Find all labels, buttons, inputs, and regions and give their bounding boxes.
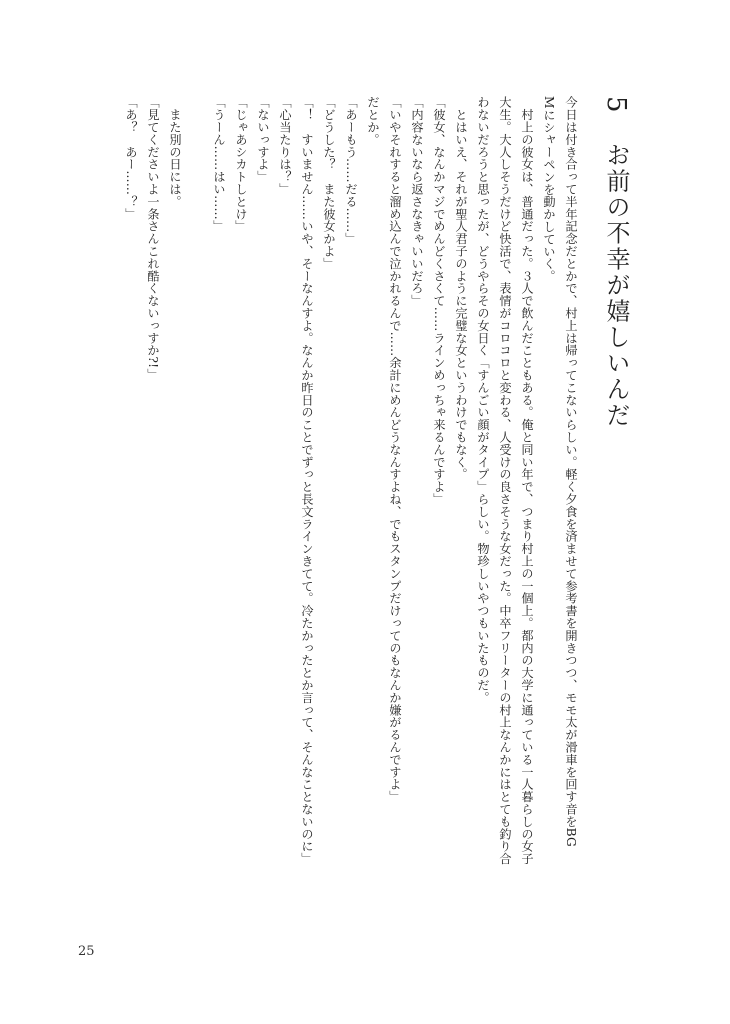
body-line: 「うーん……はい……」 bbox=[212, 96, 226, 233]
body-line: 「ないっすよ」 bbox=[256, 96, 270, 183]
body-line: 「あーもう……だる……」 bbox=[344, 96, 358, 245]
body-line: 「いやそれすると溜め込んで泣かれるんで……余計にめんどうなんすよね、でもスタンプだけってのもなんか嫌がるんですよ」 bbox=[388, 96, 402, 803]
body-line: 「心当たりは？」 bbox=[278, 96, 292, 196]
body-line: また別の日には。 bbox=[168, 96, 182, 208]
body-line: 「！ すいません……いや、そーなんすよ。なんか昨日のことでずっと長文ラインきてて。冷たかったとか言って、そんなことないのに」 bbox=[300, 96, 314, 865]
chapter-number: 5 bbox=[601, 96, 631, 115]
body-line: 今日は付き合って半年記念だとかで、村上は帰ってこないらしい。軽く夕食を済ませて参考書を開きつつ、モモ太が滑車を回す音をBG bbox=[564, 96, 578, 847]
body-line: 「あ？ あー……？」 bbox=[124, 96, 138, 220]
body-line: 村上の彼女は、普通だった。３人で飲んだこともある。俺と同い年で、つまり村上の一個上。都内の大学に通っている一人暮らしの女子 bbox=[520, 96, 534, 865]
chapter-heading bbox=[594, 96, 638, 429]
page-number: 25 bbox=[78, 944, 95, 959]
paragraph-gap bbox=[186, 96, 208, 896]
body-line: 「見てくださいよ一条さんこれ酷くないっすか?!」 bbox=[146, 96, 160, 381]
body-line: とはいえ、それが聖人君子のように完璧な女というわけでもなく。 bbox=[454, 96, 468, 481]
body-line: 「彼女、なんかマジでめんどくさくて……ラインめっちゃ来るんですよ」 bbox=[432, 96, 446, 506]
body-text bbox=[120, 96, 582, 896]
body-line: 大生。大人しそうだけど快活で、表情がコロコロと変わる、人受けの良さそうな女だった。中卒フリーターの村上なんかにはとても釣り合 bbox=[498, 96, 512, 865]
chapter-title: お前の不幸が嬉しいんだ bbox=[602, 142, 630, 429]
body-line: Mにシャーペンを動かしていく。 bbox=[542, 96, 556, 283]
body-line: 「内容ないなら返さなきゃいいだろ」 bbox=[410, 96, 424, 307]
body-line: 「どうした？ また彼女かよ」 bbox=[322, 96, 336, 270]
body-line: だとか。 bbox=[366, 96, 380, 146]
body-line: わないだろうと思ったが、どうやらその女日く「すんごい顔がタイプ」らしい。物珍しいやつもいたものだ。 bbox=[476, 96, 490, 704]
body-line: 「じゃあシカトしとけ」 bbox=[234, 96, 248, 233]
